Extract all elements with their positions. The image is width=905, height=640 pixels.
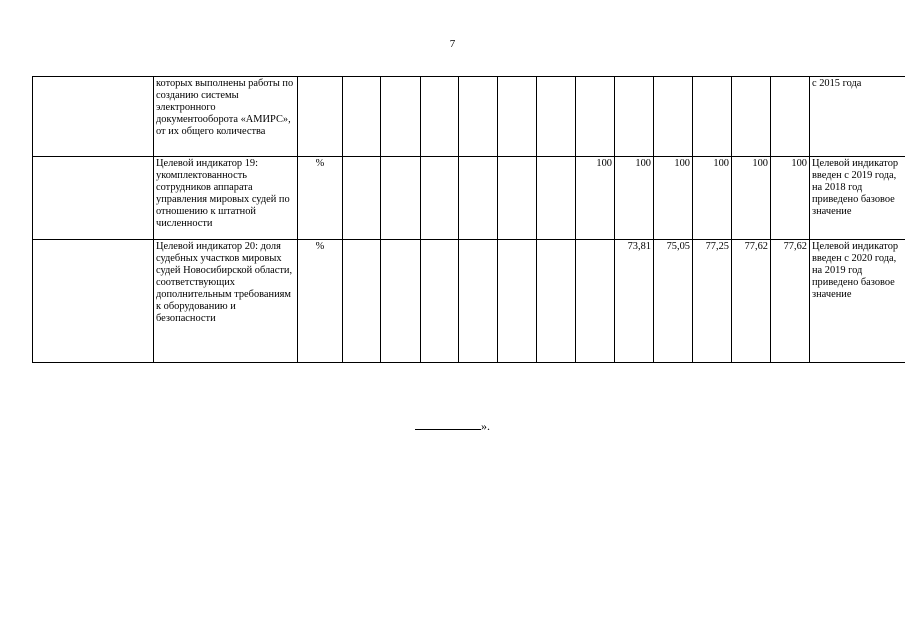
table-cell-value	[343, 240, 381, 363]
table-cell-value: 77,25	[693, 240, 732, 363]
table-cell-value	[576, 77, 615, 157]
table-cell-value	[498, 77, 537, 157]
table-cell-value	[576, 240, 615, 363]
table-cell-value: 73,81	[615, 240, 654, 363]
indicators-table	[32, 76, 905, 363]
table-cell-value	[537, 157, 576, 240]
table-cell-value: 100	[615, 157, 654, 240]
table-cell-value	[498, 157, 537, 240]
table-cell-indicator: Целевой индикатор 19: укомплектованность сотрудников аппарата управления мировых судей по отношению к штатной численности	[154, 157, 298, 240]
table-cell-note: с 2015 года	[810, 77, 905, 157]
closing-mark	[0, 417, 905, 434]
table-cell-unit	[298, 77, 343, 157]
table-cell-value	[459, 157, 498, 240]
table-cell-value	[654, 77, 693, 157]
table-row	[33, 240, 905, 363]
table-cell-program	[33, 157, 154, 240]
table-cell-unit: %	[298, 157, 343, 240]
table-cell-value	[381, 240, 421, 363]
table-cell-value	[381, 77, 421, 157]
table-row	[33, 77, 905, 157]
table-cell-value: 100	[732, 157, 771, 240]
closing-quote: ».	[481, 419, 490, 433]
table-cell-value	[459, 77, 498, 157]
table-cell-value	[732, 77, 771, 157]
table-cell-value	[537, 240, 576, 363]
table-cell-value	[343, 77, 381, 157]
table-cell-value	[771, 77, 810, 157]
table-cell-value	[381, 157, 421, 240]
table-cell-unit: %	[298, 240, 343, 363]
signature-line	[415, 417, 481, 430]
table-cell-indicator: Целевой индикатор 20: доля судебных участков мировых судей Новосибирской области, соответствующих дополнительным требованиям к оборудованию и безопасности	[154, 240, 298, 363]
table-cell-value	[537, 77, 576, 157]
table-cell-value: 100	[693, 157, 732, 240]
table-cell-program	[33, 77, 154, 157]
table-cell-value	[459, 240, 498, 363]
table-cell-value	[498, 240, 537, 363]
table-cell-note: Целевой индикатор введен с 2019 года, на 2018 год приведено базовое значение	[810, 157, 905, 240]
table-cell-value: 77,62	[732, 240, 771, 363]
table-cell-value	[615, 77, 654, 157]
table-row	[33, 157, 905, 240]
table-cell-value	[343, 157, 381, 240]
table-cell-indicator: которых выполнены работы по созданию системы электронного документооборота «АМИРС», от их общего количества	[154, 77, 298, 157]
table-cell-value	[693, 77, 732, 157]
table-cell-value	[421, 77, 459, 157]
table-cell-value	[421, 157, 459, 240]
page-number: 7	[449, 38, 456, 50]
table-cell-value: 100	[771, 157, 810, 240]
table-cell-value	[421, 240, 459, 363]
table-cell-value: 100	[576, 157, 615, 240]
table-cell-value: 100	[654, 157, 693, 240]
table-cell-note: Целевой индикатор введен с 2020 года, на 2019 год приведено базовое значение	[810, 240, 905, 363]
table-cell-value: 77,62	[771, 240, 810, 363]
table-cell-program	[33, 240, 154, 363]
table-cell-value: 75,05	[654, 240, 693, 363]
